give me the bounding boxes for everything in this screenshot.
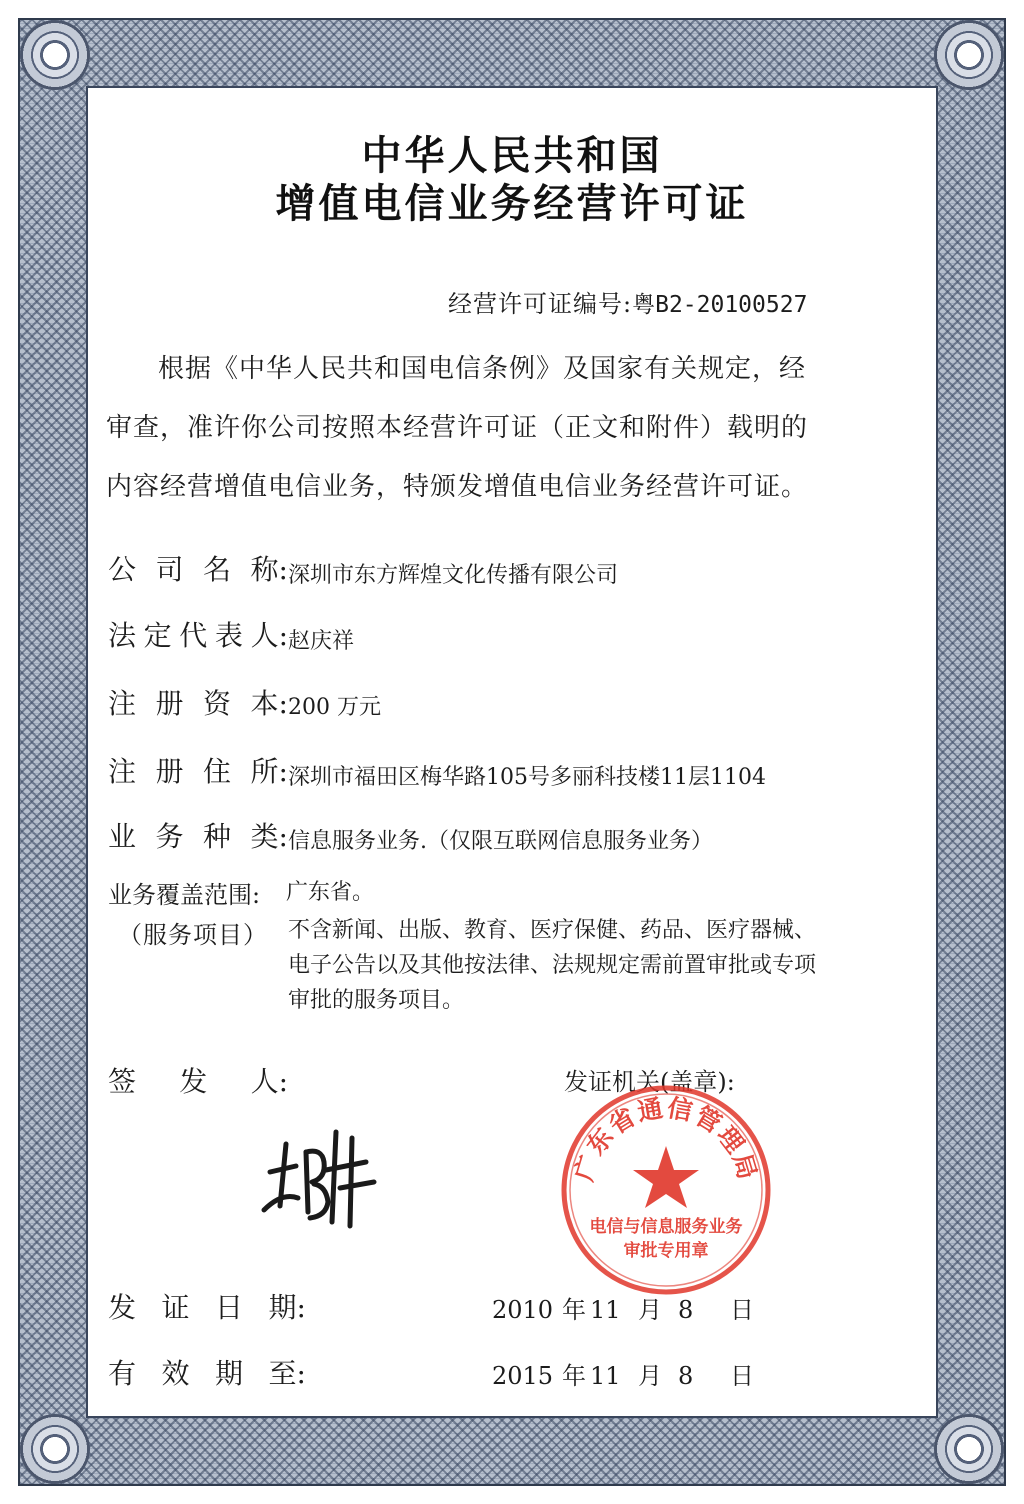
seal-outer-text: 广东省通信管理局 xyxy=(569,1093,763,1185)
registered-capital-label: 注 册 资 本: xyxy=(108,687,288,720)
preamble-line-3: 内容经营增值电信业务，特颁发增值电信业务经营许可证。 xyxy=(106,472,809,502)
license-number-label: 经营许可证编号: xyxy=(448,290,633,318)
service-items-label: （服务项目） xyxy=(118,921,268,949)
registered-address-value: 深圳市福田区梅华路105号多丽科技楼11层1104 xyxy=(288,765,766,790)
service-items-line-1: 不含新闻、出版、教育、医疗保健、药品、医疗器械、 xyxy=(288,918,817,943)
license-number-row xyxy=(448,284,807,319)
business-type-value: 信息服务业务.（仅限互联网信息服务业务） xyxy=(288,829,713,854)
valid-month: 11 xyxy=(590,1362,621,1390)
valid-until-value: 2015 年 11 月 8 日 xyxy=(492,1362,754,1390)
title-line-2: 增值电信业务经营许可证 xyxy=(275,181,749,227)
service-items-line-3: 审批的服务项目。 xyxy=(288,988,465,1013)
seal-inner-line-2: 审批专用章 xyxy=(623,1241,709,1261)
valid-day: 8 xyxy=(678,1362,694,1390)
corner-ornament-icon xyxy=(934,20,1004,90)
issue-date-value: 2010 年 11 月 8 日 xyxy=(492,1296,754,1324)
star-icon xyxy=(633,1146,699,1208)
service-items-line-2: 电子公告以及其他按法律、法规规定需前置审批或专项 xyxy=(288,953,817,978)
license-number-value: 粤B2-20100527 xyxy=(632,292,808,318)
title-line-1: 中华人民共和国 xyxy=(361,133,663,179)
company-name-label: 公 司 名 称: xyxy=(108,553,288,586)
issue-date-label: 发 证 日 期: xyxy=(108,1291,306,1324)
legal-representative-value: 赵庆祥 xyxy=(288,629,355,654)
company-name-value: 深圳市东方辉煌文化传播有限公司 xyxy=(288,563,619,588)
handwritten-signature xyxy=(256,1122,386,1234)
corner-ornament-icon xyxy=(20,1414,90,1484)
signer-label: 签 发 人: xyxy=(108,1065,288,1098)
coverage-scope-label: 业务覆盖范围: xyxy=(108,881,261,909)
preamble-line-1: 根据《中华人民共和国电信条例》及国家有关规定，经 xyxy=(158,354,807,384)
registered-capital-value: 200 万元 xyxy=(288,695,381,720)
service-items-value xyxy=(288,913,928,1018)
issue-day: 8 xyxy=(678,1296,694,1324)
business-type-label: 业 务 种 类: xyxy=(108,820,288,853)
preamble-paragraph xyxy=(106,340,906,517)
seal-inner-line-1: 电信与信息服务业务 xyxy=(589,1217,743,1237)
coverage-scope-value: 广东省。 xyxy=(286,880,375,905)
registered-address-label: 注 册 住 所: xyxy=(108,755,288,788)
issue-month: 11 xyxy=(590,1296,621,1324)
preamble-line-2: 审查，准许你公司按照本经营许可证（正文和附件）载明的 xyxy=(106,413,809,443)
issuing-authority-label: 发证机关(盖章): xyxy=(564,1068,735,1096)
legal-representative-label: 法 定 代 表 人: xyxy=(108,619,288,652)
corner-ornament-icon xyxy=(934,1414,1004,1484)
valid-year: 2015 xyxy=(492,1362,554,1390)
corner-ornament-icon xyxy=(20,20,90,90)
official-seal xyxy=(556,1080,776,1300)
valid-until-label: 有 效 期 至: xyxy=(108,1357,306,1390)
issue-year: 2010 xyxy=(492,1296,554,1324)
